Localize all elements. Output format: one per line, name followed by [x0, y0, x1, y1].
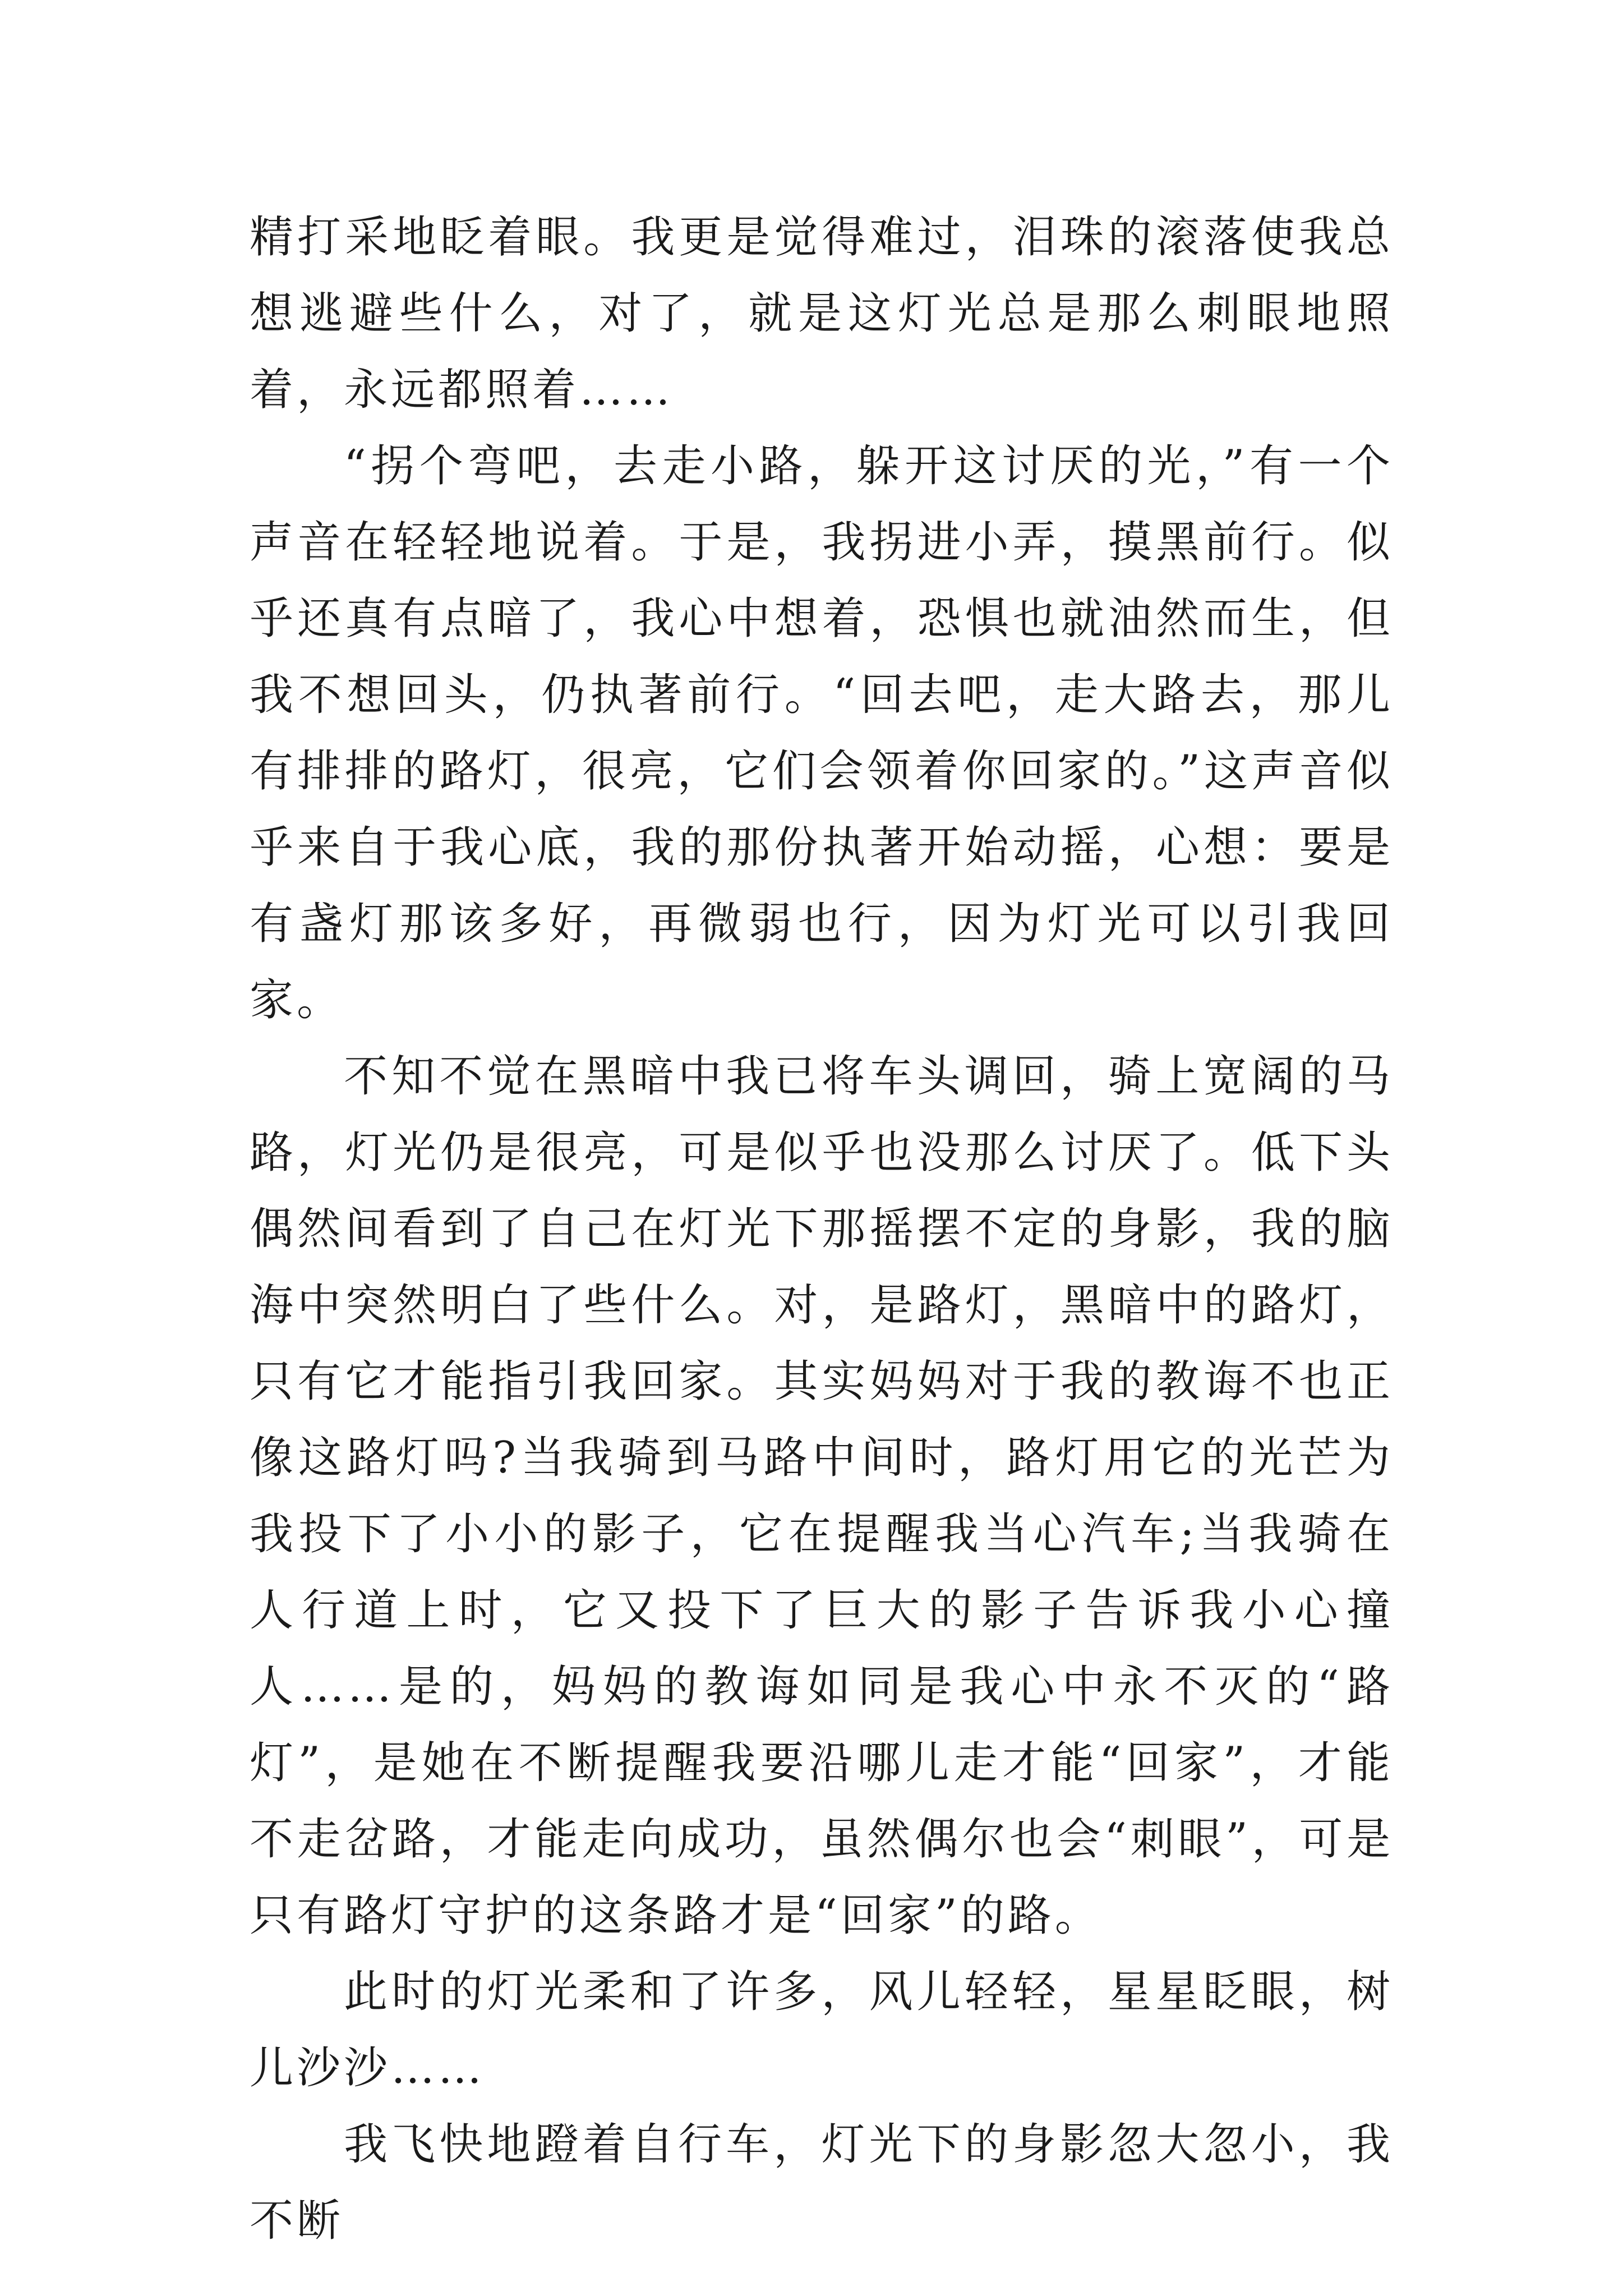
paragraph-5: 我飞快地蹬着自行车，灯光下的身影忽大忽小，我不断 [250, 2119, 1394, 2246]
paragraph-3: 不知不觉在黑暗中我已将车头调回，骑上宽阔的马路，灯光仍是很亮，可是似乎也没那么讨厌了。低下头偶然间看到了自己在灯光下那摇摆不定的身影，我的脑海中突然明白了些什么。对，是路灯，黑暗中的路灯，只有它才能指引我回家。其实妈妈对于我的教诲不也正像这路灯吗?当我骑到马路中间时，路灯用它的光芒为我投下了小小的影子，它在提醒我当心汽车;当我骑在人行道上时，它又投下了巨大的影子告诉我小心撞人……是的，妈妈的教诲如同是我心中永不灭的“路灯”，是她在不断提醒我要沿哪儿走才能“回家”，才能不走岔路，才能走向成功，虽然偶尔也会“刺眼”，可是只有路灯守护的这条路才是“回家”的路。 [250, 1051, 1394, 1941]
body-text [250, 199, 1394, 2259]
paragraph-1: 精打采地眨着眼。我更是觉得难过，泪珠的滚落使我总想逃避些什么，对了，就是这灯光总是那么刺眼地照着，永远都照着…… [250, 212, 1394, 415]
paragraph-2: “拐个弯吧，去走小路，躲开这讨厌的光，”有一个声音在轻轻地说着。于是，我拐进小弄，摸黑前行。似乎还真有点暗了，我心中想着，恐惧也就油然而生，但我不想回头，仍执著前行。“回去吧，走大路去，那儿有排排的路灯，很亮，它们会领着你回家的。”这声音似乎来自于我心底，我的那份执著开始动摇，心想：要是有盏灯那该多好，再微弱也行，因为灯光可以引我回家。 [250, 441, 1394, 1025]
paragraph-4: 此时的灯光柔和了许多，风儿轻轻，星星眨眼，树儿沙沙…… [250, 1967, 1394, 2093]
